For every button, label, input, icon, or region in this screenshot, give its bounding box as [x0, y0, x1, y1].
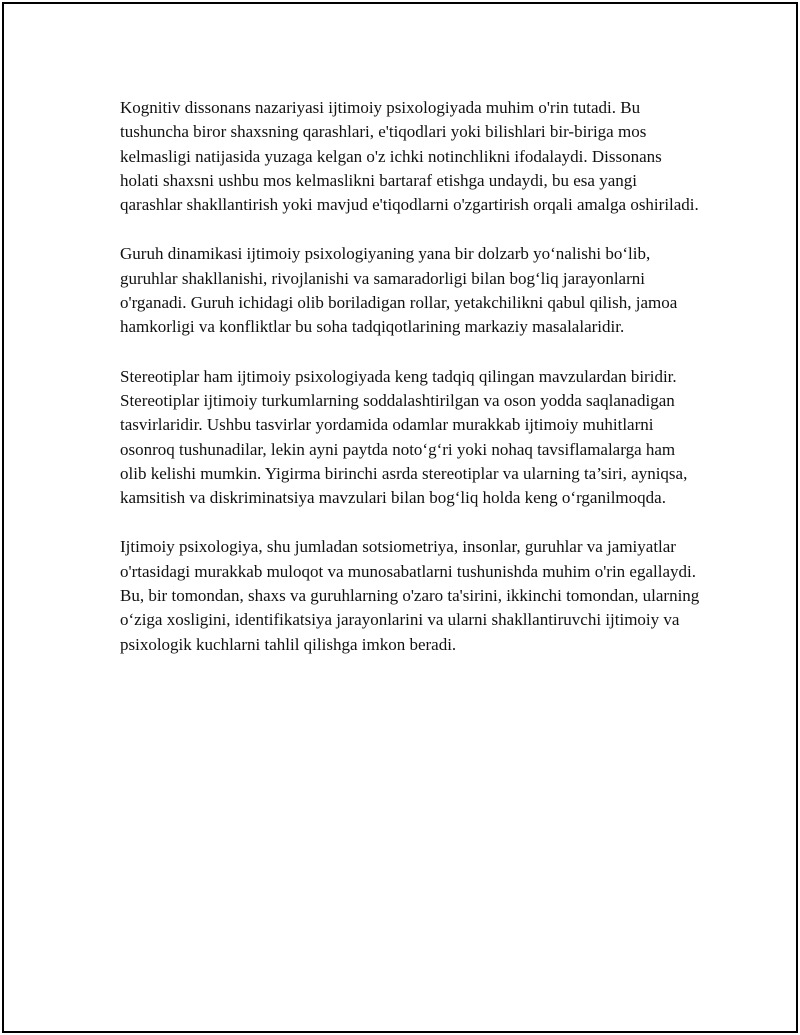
document-body [120, 96, 700, 682]
paragraph-stereotypes: Stereotiplar ham ijtimoiy psixologiyada keng tadqiq qilingan mavzulardan biridir. Stereotiplar ijtimoiy turkumlarning soddalashtirilgan va oson yodda saqlanadigan tasvirlaridir. Ushbu tasvirlar yordamida odamlar murakkab ijtimoiy muhitlarni osonroq tushunadilar, lekin ayni paytda noto‘g‘ri yoki nohaq tavsiflamalarga ham olib kelishi mumkin. Yigirma birinchi asrda stereotiplar va ularning ta’siri, ayniqsa, kamsitish va diskriminatsiya mavzulari bilan bog‘liq holda keng o‘rganilmoqda. [120, 366, 688, 508]
paragraph-cognitive-dissonance: Kognitiv dissonans nazariyasi ijtimoiy psixologiyada muhim o'rin tutadi. Bu tushuncha biror shaxsning qarashlari, e'tiqodlari yoki bilishlari bir-biriga mos kelmasligi natijasida yuzaga kelgan o'z ichki notinchlikni ifodalaydi. Dissonans holati shaxsni ushbu mos kelmaslikni bartaraf etishga undaydi, bu esa yangi qarashlar shakllantirish yoki mavjud e'tiqodlarni o'zgartirish orqali amalga oshiriladi. [120, 98, 699, 215]
paragraph-group-dynamics: Guruh dinamikasi ijtimoiy psixologiyaning yana bir dolzarb yo‘nalishi bo‘lib, guruhlar shakllanishi, rivojlanishi va samaradorligi bilan bog‘liq jarayonlarni o'rganadi. Guruh ichidagi olib boriladigan rollar, yetakchilikni qabul qilish, jamoa hamkorligi va konfliktlar bu soha tadqiqotlarining markaziy masalalaridir. [120, 244, 678, 337]
paragraph-social-psychology: Ijtimoiy psixologiya, shu jumladan sotsiometriya, insonlar, guruhlar va jamiyatlar o'rtasidagi murakkab muloqot va munosabatlarni tushunishda muhim o'rin egallaydi. Bu, bir tomondan, shaxs va guruhlarning o'zaro ta'sirini, ikkinchi tomondan, ularning o‘ziga xosligini, identifikatsiya jarayonlarini va ularni shakllantiruvchi ijtimoiy va psixologik kuchlarni tahlil qilishga imkon beradi. [120, 537, 700, 654]
document-page [2, 2, 798, 1033]
